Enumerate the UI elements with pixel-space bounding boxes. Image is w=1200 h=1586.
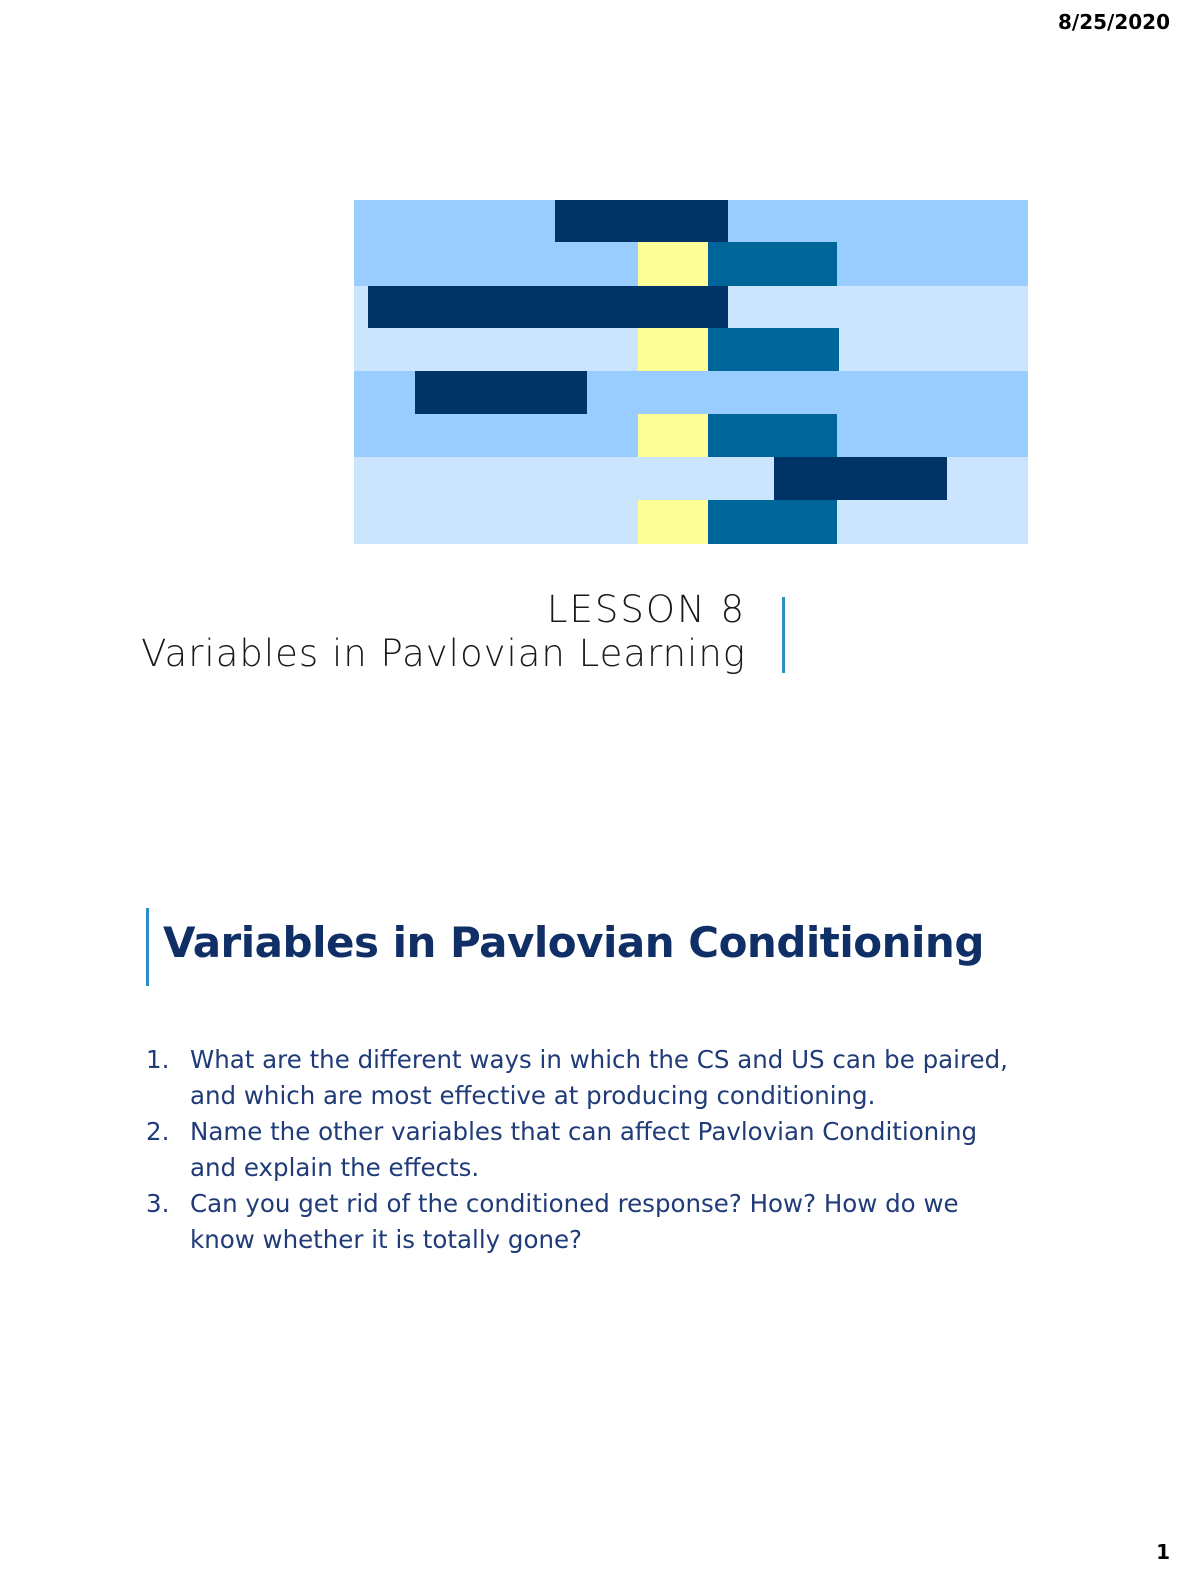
conditioning-timeline-graphic <box>354 200 1028 544</box>
question-line: Name the other variables that can affect Pavlovian Conditioning <box>190 1117 978 1146</box>
us-block-3 <box>638 414 708 457</box>
question-item <box>146 1114 1046 1186</box>
us-block-2 <box>638 328 708 371</box>
question-line: What are the different ways in which the CS and US can be paired, <box>190 1045 1008 1074</box>
page-date: 8/25/2020 <box>1057 10 1170 34</box>
lesson-accent-bar <box>782 597 785 673</box>
lesson-label: LESSON 8 <box>546 588 746 631</box>
question-number: 2. <box>146 1117 170 1146</box>
question-number: 1. <box>146 1045 170 1074</box>
us-block-4 <box>638 500 708 544</box>
question-line: know whether it is totally gone? <box>190 1225 583 1254</box>
question-line: Can you get rid of the conditioned response? How? How do we <box>190 1189 959 1218</box>
page-number: 1 <box>1156 1540 1170 1564</box>
ur-bar-4 <box>708 500 837 544</box>
question-list <box>146 1042 1046 1258</box>
cs-bar-3 <box>415 371 587 414</box>
cs-bar-1 <box>555 200 728 242</box>
ur-bar-3 <box>708 414 837 457</box>
question-number: 3. <box>146 1189 170 1218</box>
cs-bar-2 <box>368 286 728 328</box>
ur-bar-2 <box>708 328 839 371</box>
lesson-subtitle: Variables in Pavlovian Learning <box>141 632 746 675</box>
question-item <box>146 1186 1046 1258</box>
section-accent-bar <box>146 908 149 986</box>
us-block-1 <box>638 242 708 286</box>
section-title: Variables in Pavlovian Conditioning <box>163 918 984 967</box>
cs-bar-4 <box>774 457 947 500</box>
question-line: and which are most effective at producing conditioning. <box>190 1081 876 1110</box>
question-item <box>146 1042 1046 1114</box>
ur-bar-1 <box>708 242 837 286</box>
question-line: and explain the effects. <box>190 1153 480 1182</box>
lesson-title <box>141 588 764 676</box>
